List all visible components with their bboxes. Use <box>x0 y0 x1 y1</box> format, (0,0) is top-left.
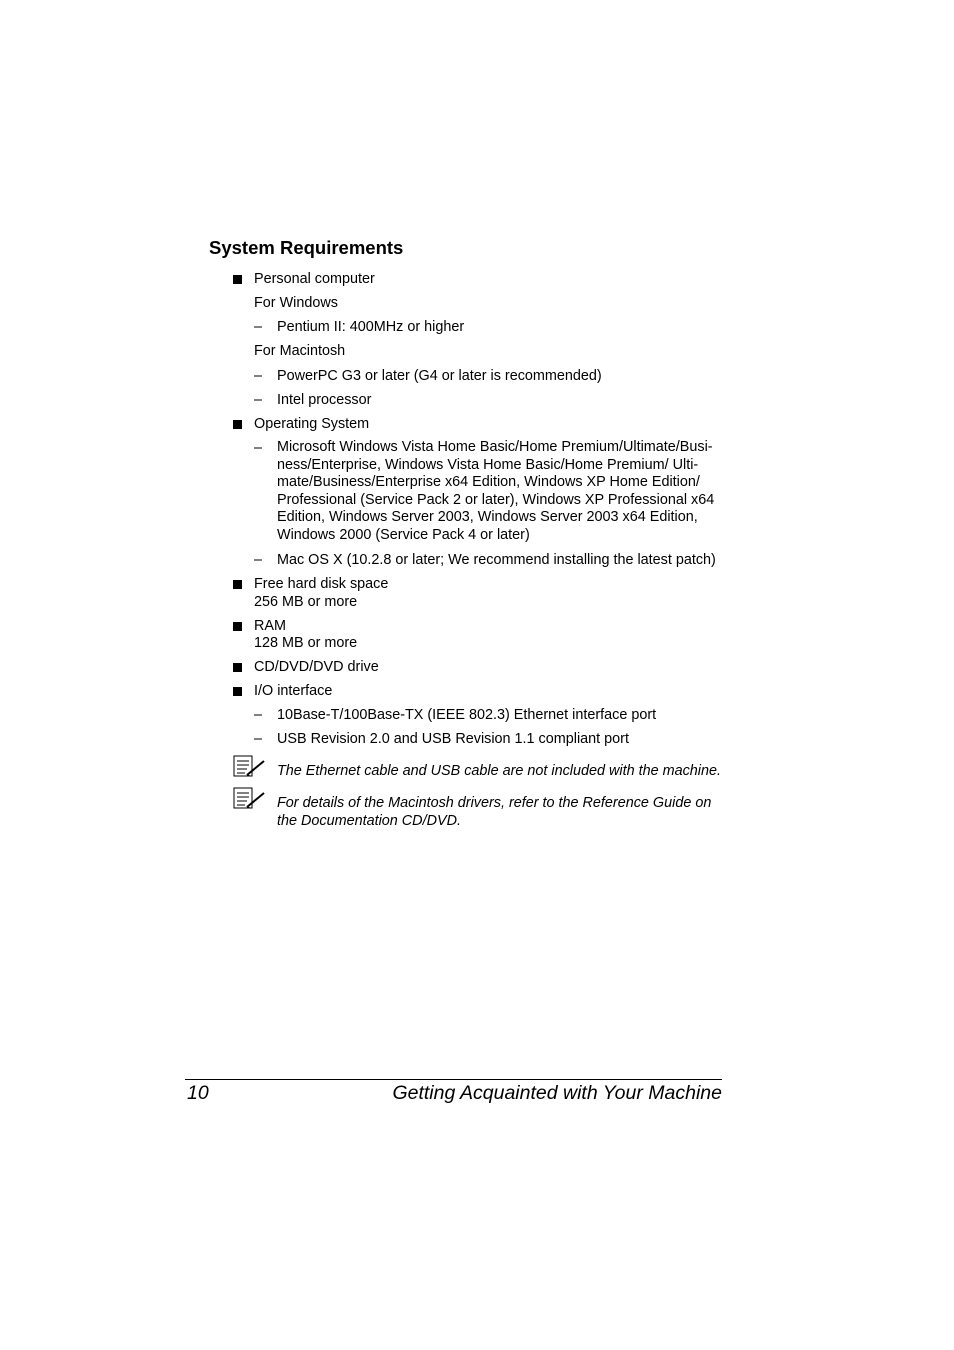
dash-icon: – <box>254 440 263 456</box>
disk-label: Free hard disk space <box>254 576 389 592</box>
bullet-icon <box>233 663 242 672</box>
bullet-icon <box>233 580 242 589</box>
os-windows-line: Microsoft Windows Vista Home Basic/Home Premium/Ultimate/Busi- <box>277 439 713 455</box>
mac-cpu-req-2: Intel processor <box>277 392 372 408</box>
dash-icon: – <box>254 368 263 384</box>
os-windows-line: ness/Enterprise, Windows Vista Home Basic/Home Premium/ Ulti- <box>277 456 699 473</box>
dash-icon: – <box>254 319 263 335</box>
mac-cpu-req-1: PowerPC G3 or later (G4 or later is recommended) <box>277 368 602 384</box>
windows-heading: For Windows <box>254 295 338 311</box>
windows-cpu-req: Pentium II: 400MHz or higher <box>277 319 465 335</box>
disk-value: 256 MB or more <box>254 594 358 610</box>
io-port-1: 10Base-T/100Base-TX (IEEE 802.3) Ethernet interface port <box>277 707 657 723</box>
dash-icon: – <box>254 707 263 723</box>
ram-label: RAM <box>254 618 286 634</box>
bullet-icon <box>233 622 242 631</box>
dash-icon: – <box>254 392 263 408</box>
note-2-line-2: the Documentation CD/DVD. <box>277 813 461 829</box>
bullet-icon <box>233 420 242 429</box>
bullet-icon <box>233 275 242 284</box>
io-port-2: USB Revision 2.0 and USB Revision 1.1 compliant port <box>277 731 629 747</box>
os-windows-list <box>277 439 714 545</box>
os-label: Operating System <box>254 416 370 432</box>
os-mac: Mac OS X (10.2.8 or later; We recommend installing the latest patch) <box>277 552 716 568</box>
os-windows-line: Professional (Service Pack 2 or later), Windows XP Professional x64 <box>277 491 715 508</box>
os-windows-line: Edition, Windows Server 2003, Windows Server 2003 x64 Edition, <box>277 509 698 526</box>
pc-label: Personal computer <box>254 271 375 287</box>
mac-heading: For Macintosh <box>254 343 346 359</box>
note-1-text: The Ethernet cable and USB cable are not included with the machine. <box>277 763 721 779</box>
os-windows-line: Windows 2000 (Service Pack 4 or later) <box>277 526 530 543</box>
drive-label: CD/DVD/DVD drive <box>254 659 379 675</box>
page-number: 10 <box>187 1082 209 1104</box>
ram-value: 128 MB or more <box>254 635 358 651</box>
chapter-title: Getting Acquainted with Your Machine <box>392 1082 722 1104</box>
io-label: I/O interface <box>254 683 333 699</box>
note-pencil-icon <box>233 755 267 779</box>
dash-icon: – <box>254 552 263 568</box>
bullet-icon <box>233 687 242 696</box>
os-windows-line: mate/Business/Enterprise x64 Edition, Windows XP Home Edition/ <box>277 474 700 491</box>
section-title: System Requirements <box>209 237 404 258</box>
footer-rule <box>185 1079 722 1080</box>
dash-icon: – <box>254 731 263 747</box>
note-2-line-1: For details of the Macintosh drivers, refer to the Reference Guide on <box>277 795 712 811</box>
note-pencil-icon <box>233 787 267 811</box>
